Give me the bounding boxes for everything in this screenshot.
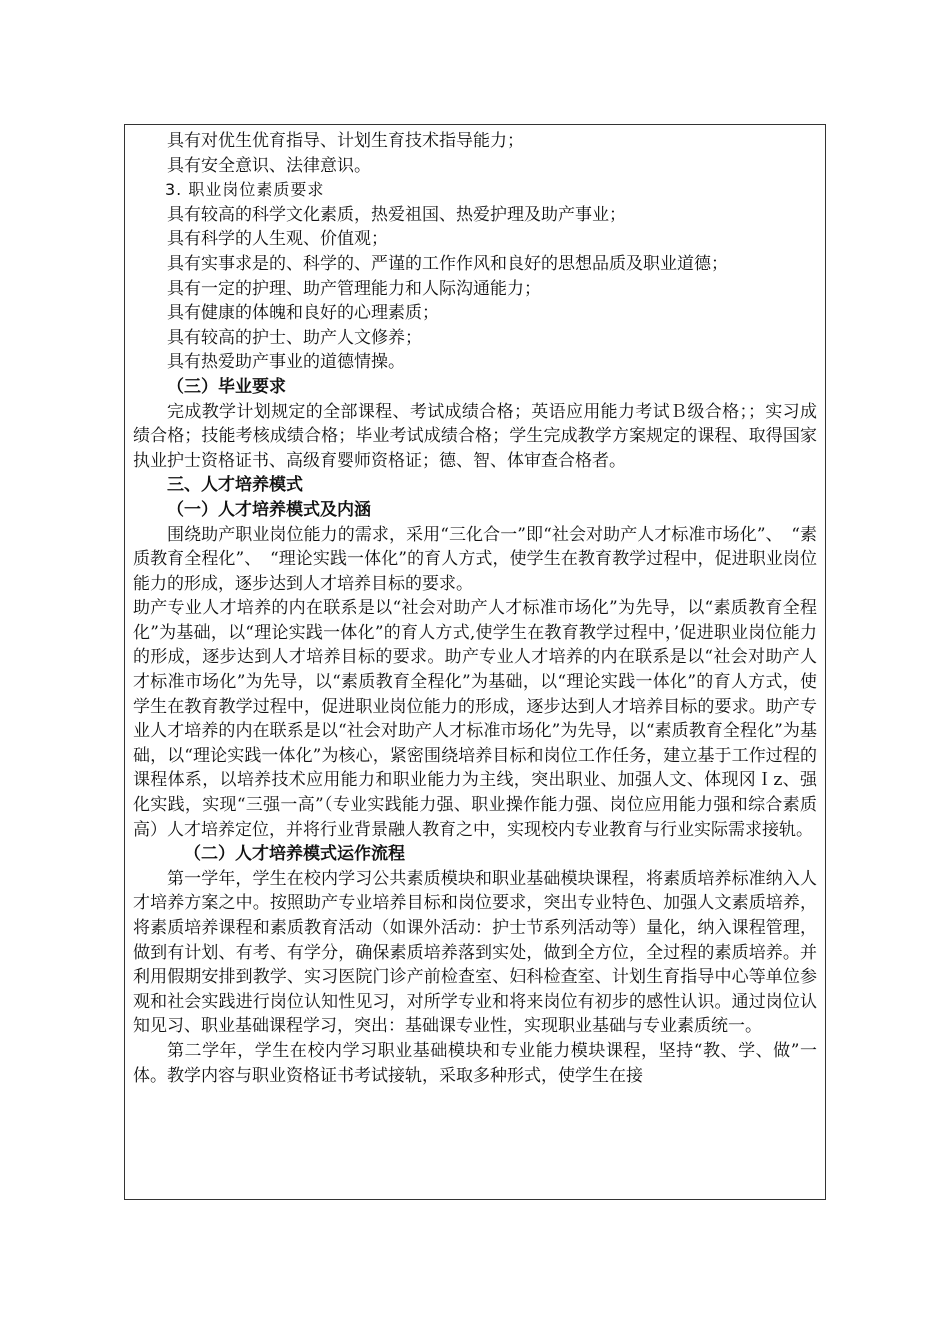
list-item: 具有热爱助产事业的道德情操。: [167, 352, 405, 373]
flow-year2-paragraph: 第二学年，学生在校内学习职业基础模块和专业能力模块课程，坚持“教、学、做”一体。教学内容与职业资格证书考试接轨，采取多种形式，使学生在接: [133, 1040, 817, 1086]
flow-year1-paragraph: 第一学年，学生在校内学习公共素质模块和职业基础模块课程，将素质培养标准纳入人才培养方案之中。按照助产专业培养目标和岗位要求，突出专业特色、加强人文素质培养，将素质培养课程和素质教育活动（如课外活动：护士节系列活动等）量化，纳入课程管理，做到有计划、有考、有学分，确保素质培养落到实处，做到全方位，全过程的素质培养。并利用假期安排到教学、实习医院门诊产前检查室、妇科检查室、计划生育指导中心等单位参观和社会实践进行岗位认知性见习，对所学专业和将来岗位有初步的感性认识。通过岗位认知见习、职业基础课程学习，突出：基础课专业性，实现职业基础与专业素质统一。: [133, 868, 817, 1037]
list-item: 具有健康的体魄和良好的心理素质；: [167, 303, 439, 324]
list-item: 具有一定的护理、助产管理能力和人际沟通能力；: [167, 278, 541, 299]
part-heading: 三、人才培养模式: [167, 475, 303, 496]
list-item: 具有较高的护士、助产人文修养；: [167, 327, 422, 348]
section-title: 3. 职业岗位素质要求: [165, 180, 325, 200]
flow-heading: （二）人才培养模式运作流程: [184, 844, 405, 865]
mode-paragraph: 围绕助产职业岗位能力的需求，采用“三化合一”即“社会对助产人才标准市场化”、 “素质教育全程化”、 “理论实践一体化”的育人方式，使学生在教育教学过程中，促进职业岗位能力的形成，逐步达到人才培养目标的要求。: [133, 524, 817, 594]
mode-heading: （一）人才培养模式及内涵: [167, 499, 371, 520]
paragraph-line: 具有安全意识、法律意识。: [167, 155, 371, 176]
document-body: [133, 129, 817, 1088]
graduation-paragraph: 完成教学计划规定的全部课程、考试成绩合格；英语应用能力考试Ｂ级合格；；实习成绩合格；技能考核成绩合格；毕业考试成绩合格；学生完成教学方案规定的课程、取得国家执业护士资格证书、高级育婴师资格证；德、智、体审查合格者。: [133, 401, 817, 471]
graduation-heading: （三）毕业要求: [167, 376, 286, 397]
list-item: 具有科学的人生观、价值观；: [167, 229, 388, 250]
page-frame: [124, 124, 826, 1200]
list-item: 具有实事求是的、科学的、严谨的工作作风和良好的思想品质及职业道德；: [167, 253, 728, 274]
paragraph-line: 具有对优生优育指导、计划生育技术指导能力；: [167, 131, 524, 151]
mode-paragraph-continued: 助产专业人才培养的内在联系是以“社会对助产人才标准市场化”为先导，以“素质教育全程化”为基础，以“理论实践一体化”的育人方式,使学生在教育教学过程中，’促进职业岗位能力的形成，逐步达到人才培养目标的要求。助产专业人才培养的内在联系是以“社会对助产人才标准市场化”为先导，以“素质教育全程化”为基础，以“理论实践一体化”的育人方式，使学生在教育教学过程中，促进职业岗位能力的形成，逐步达到人才培养目标的要求。助产专业人才培养的内在联系是以“社会对助产人才标准市场化”为先导，以“素质教育全程化”为基础，以“理论实践一体化”为核心，紧密围绕培养目标和岗位工作任务，建立基于工作过程的课程体系，以培养技术应用能力和职业能力为主线，突出职业、加强人文、体现冈Ｉz、强化实践，实现“三强一高”（专业实践能力强、职业操作能力强、岗位应用能力强和综合素质高）人才培养定位，并将行业背景融人教育之中，实现校内专业教育与行业实际需求接轨。: [133, 598, 817, 840]
list-item: 具有较高的科学文化素质，热爱祖国、热爱护理及助产事业；: [167, 204, 626, 225]
